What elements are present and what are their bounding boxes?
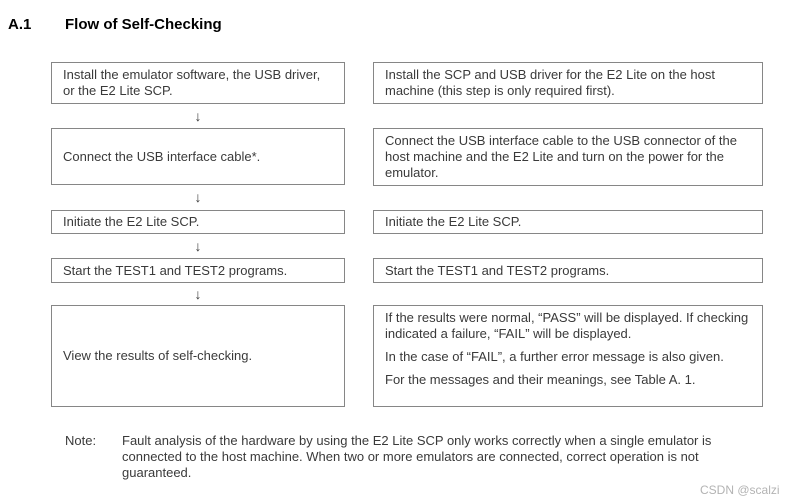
flow-step-4-right-box xyxy=(373,258,763,283)
flow-step-1-right-box xyxy=(373,62,763,104)
down-arrow-icon: ↓ xyxy=(194,189,202,205)
flow-step-3-right-box xyxy=(373,210,763,234)
page-title: Flow of Self-Checking xyxy=(65,16,222,33)
flow-step-5-right-paragraph: In the case of “FAIL”, a further error message is also given. xyxy=(385,349,724,364)
down-arrow-icon: ↓ xyxy=(194,286,202,302)
flow-step-1-left-box xyxy=(51,62,345,104)
flow-step-4-left-box xyxy=(51,258,345,283)
flow-step-2-left-text: Connect the USB interface cable*. xyxy=(63,148,261,164)
flow-step-5-right-box xyxy=(373,305,763,407)
note-text: Fault analysis of the hardware by using the E2 Lite SCP only works correctly when a single emulator is connected to the host machine. When two or more emulators are connected, correct operation is not guaranteed. xyxy=(122,433,712,480)
flow-step-5-left-box xyxy=(51,305,345,407)
flow-step-2-left-box xyxy=(51,128,345,185)
flow-step-3-right-text: Initiate the E2 Lite SCP. xyxy=(385,214,522,229)
flow-step-4-left-text: Start the TEST1 and TEST2 programs. xyxy=(63,262,288,278)
note-label: Note: xyxy=(65,433,97,448)
flow-step-3-left-text: Initiate the E2 Lite SCP. xyxy=(63,214,200,229)
flow-step-1-right-text: Install the SCP and USB driver for the E2 Lite on the host machine (this step is only required first). xyxy=(385,67,716,98)
flow-step-5-left-text: View the results of self-checking. xyxy=(63,348,253,363)
down-arrow-icon: ↓ xyxy=(194,108,202,124)
flow-step-2-right-box xyxy=(373,128,763,186)
flow-step-5-right-paragraph: If the results were normal, “PASS” will be displayed. If checking indicated a failure, “FAIL” will be displayed. xyxy=(385,310,749,341)
flow-step-1-left-text: Install the emulator software, the USB driver, or the E2 Lite SCP. xyxy=(63,67,321,98)
section-number: A.1 xyxy=(8,16,32,33)
section-heading xyxy=(8,16,222,33)
flow-step-4-right-text: Start the TEST1 and TEST2 programs. xyxy=(385,262,610,278)
flow-step-3-left-box xyxy=(51,210,345,234)
flow-step-5-right-paragraph: For the messages and their meanings, see Table A. 1. xyxy=(385,372,696,387)
down-arrow-icon: ↓ xyxy=(194,238,202,254)
flow-step-2-right-text: Connect the USB interface cable to the USB connector of the host machine and the E2 Lite and turn on the power for the emulator. xyxy=(385,133,737,180)
watermark-text: CSDN @scalzi xyxy=(700,483,780,497)
